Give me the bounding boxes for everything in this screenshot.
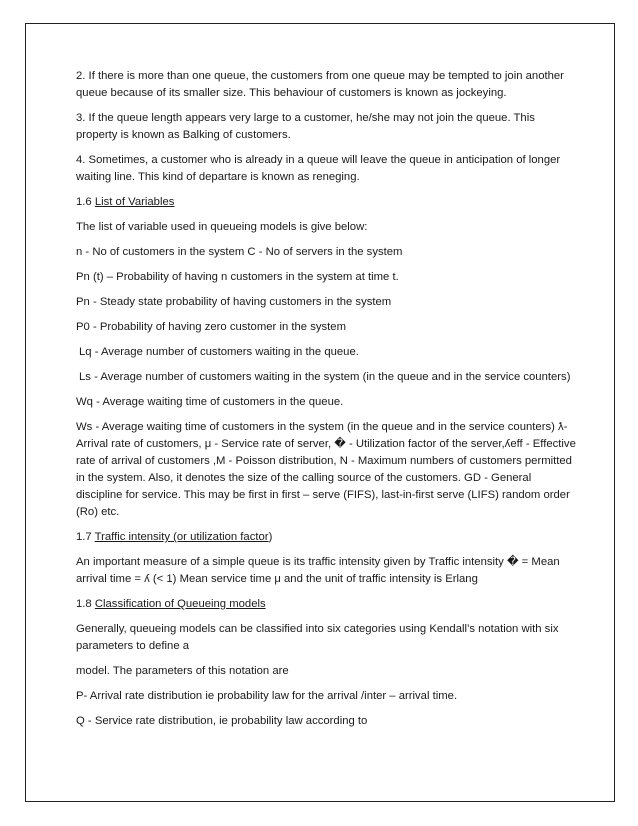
paragraph-balking: 3. If the queue length appears very large to a customer, he/she may not join the queue. This property is known as Balking of customers.: [76, 112, 535, 141]
variable-n-c: n - No of customers in the system C - No of servers in the system: [76, 246, 403, 258]
section-title: Classification of Queueing models: [94, 598, 266, 610]
variable-pn: Pn - Steady state probability of having customers in the system: [76, 296, 392, 308]
variable-ls: Ls - Average number of customers waiting in the system (in the queue and in the service counters): [79, 371, 571, 383]
paragraph-jockeying: 2. If there is more than one queue, the customers from one queue may be tempted to join another queue because of its smaller size. This behaviour of customers is known as jockeying.: [76, 70, 564, 99]
paragraph-service-distribution: Q - Service rate distribution, ie probability law according to: [76, 715, 368, 727]
paragraph-variables-intro: The list of variable used in queueing models is give below:: [76, 221, 368, 233]
section-title-close: ): [268, 531, 273, 543]
section-number: 1.6: [76, 196, 95, 208]
section-number: 1.7: [76, 531, 95, 543]
document-body: [76, 68, 576, 738]
paragraph-traffic: An important measure of a simple queue is its traffic intensity given by Traffic intensity � = Mean arrival time = ʎ (< 1) Mean service time μ and the unit of traffic intensity is Erlang: [76, 556, 560, 585]
paragraph-arrival-distribution: P- Arrival rate distribution ie probability law for the arrival /inter – arrival time.: [76, 690, 458, 702]
variable-wq: Wq - Average waiting time of customers in the queue.: [76, 396, 344, 408]
variable-p0: P0 - Probability of having zero customer in the system: [76, 321, 346, 333]
section-number: 1.8: [76, 598, 95, 610]
paragraph-reneging: 4. Sometimes, a customer who is already in a queue will leave the queue in anticipation of longer waiting line. This kind of departare is known as reneging.: [76, 154, 561, 183]
section-title: Traffic intensity (or utilization factor: [94, 531, 269, 543]
variable-ws-block: Ws - Average waiting time of customers in the system (in the queue and in the service counters) ƛ- Arrival rate of customers, μ - Service rate of server, � - Utilization factor of the server,ʎeff - Effective rate of arrival of customers ,M - Poisson distribution, N - Maximum numbers of customers permitted in the system. Also, it denotes the size of the calling source of the customers. GD - General discipline for service. This may be first in first – serve (FIFS), last-in-first serve (LIFS) random order (Ro) etc.: [76, 421, 576, 518]
section-heading-classification: [76, 596, 576, 613]
section-heading-variables: [76, 194, 576, 211]
paragraph-model: model. The parameters of this notation are: [76, 665, 289, 677]
variable-lq: Lq - Average number of customers waiting in the queue.: [79, 346, 359, 358]
section-title: List of Variables: [94, 196, 175, 208]
paragraph-classification: Generally, queueing models can be classified into six categories using Kendall’s notation with six parameters to define a: [76, 623, 559, 652]
section-heading-traffic: [76, 529, 576, 546]
variable-pnt: Pn (t) – Probability of having n customers in the system at time t.: [76, 271, 399, 283]
